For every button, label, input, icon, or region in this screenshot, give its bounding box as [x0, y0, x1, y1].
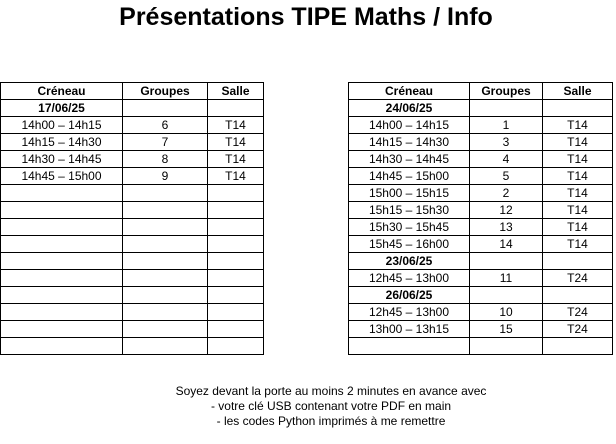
cell-groupe	[123, 236, 208, 253]
empty-row	[1, 304, 264, 321]
cell-salle	[208, 185, 264, 202]
cell-creneau	[1, 321, 123, 338]
table-row	[349, 202, 613, 219]
cell-groupe: 15	[470, 321, 543, 338]
cell-creneau: 14h45 – 15h00	[1, 168, 123, 185]
cell-creneau: 14h00 – 14h15	[1, 117, 123, 134]
cell-groupe: 7	[123, 134, 208, 151]
cell-groupe: 9	[123, 168, 208, 185]
cell-groupe: 11	[470, 270, 543, 287]
header-creneau: Créneau	[349, 83, 470, 100]
cell-creneau: 14h30 – 14h45	[1, 151, 123, 168]
date-row	[349, 100, 613, 117]
schedule-table-right	[348, 82, 613, 355]
cell-salle: T14	[208, 151, 264, 168]
date-row	[349, 253, 613, 270]
cell-salle	[543, 253, 613, 270]
cell-salle	[208, 270, 264, 287]
cell-groupe	[123, 304, 208, 321]
cell-groupe	[123, 270, 208, 287]
table-row	[349, 185, 613, 202]
cell-groupe	[123, 338, 208, 355]
cell-creneau	[1, 338, 123, 355]
cell-salle: T14	[543, 134, 613, 151]
cell-salle: T14	[543, 168, 613, 185]
table-row	[349, 304, 613, 321]
cell-creneau	[1, 287, 123, 304]
table-row	[349, 270, 613, 287]
cell-groupe: 3	[470, 134, 543, 151]
schedule-table-right-body	[349, 83, 613, 355]
cell-groupe: 12	[470, 202, 543, 219]
cell-creneau: 14h15 – 14h30	[349, 134, 470, 151]
cell-salle: T14	[543, 151, 613, 168]
table-row	[349, 168, 613, 185]
cell-creneau: 26/06/25	[349, 287, 470, 304]
table-row	[1, 151, 264, 168]
header-groupes: Groupes	[123, 83, 208, 100]
table-row	[349, 219, 613, 236]
cell-salle: T14	[543, 117, 613, 134]
cell-groupe: 4	[470, 151, 543, 168]
table-header-row	[1, 83, 264, 100]
cell-salle: T24	[543, 270, 613, 287]
cell-groupe	[470, 253, 543, 270]
cell-salle	[208, 287, 264, 304]
table-row	[349, 117, 613, 134]
cell-creneau	[1, 304, 123, 321]
cell-creneau: 15h30 – 15h45	[349, 219, 470, 236]
cell-salle: T14	[208, 168, 264, 185]
header-salle: Salle	[208, 83, 264, 100]
cell-creneau: 14h45 – 15h00	[349, 168, 470, 185]
cell-groupe: 5	[470, 168, 543, 185]
table-row	[1, 168, 264, 185]
cell-salle	[208, 202, 264, 219]
cell-creneau: 15h45 – 16h00	[349, 236, 470, 253]
cell-creneau: 15h00 – 15h15	[349, 185, 470, 202]
empty-row	[1, 287, 264, 304]
table-row	[1, 134, 264, 151]
cell-groupe	[123, 219, 208, 236]
cell-groupe	[123, 287, 208, 304]
empty-row	[1, 270, 264, 287]
empty-row	[1, 185, 264, 202]
cell-creneau	[1, 219, 123, 236]
empty-row	[1, 253, 264, 270]
cell-salle	[208, 236, 264, 253]
header-salle: Salle	[543, 83, 613, 100]
cell-salle	[208, 321, 264, 338]
empty-row	[1, 321, 264, 338]
cell-creneau	[1, 270, 123, 287]
cell-creneau: 15h15 – 15h30	[349, 202, 470, 219]
instructions-note	[0, 384, 616, 429]
schedule-table-left-body	[1, 83, 264, 355]
instructions-line: - votre clé USB contenant votre PDF en main	[210, 399, 452, 413]
cell-salle	[208, 253, 264, 270]
cell-groupe	[470, 338, 543, 355]
cell-salle	[543, 287, 613, 304]
table-row	[1, 117, 264, 134]
cell-salle	[208, 304, 264, 321]
cell-salle: T14	[543, 202, 613, 219]
cell-creneau: 17/06/25	[1, 100, 123, 117]
date-row	[349, 287, 613, 304]
cell-creneau: 14h15 – 14h30	[1, 134, 123, 151]
empty-row	[1, 236, 264, 253]
cell-groupe	[123, 100, 208, 117]
cell-salle: T14	[543, 236, 613, 253]
cell-salle: T14	[543, 185, 613, 202]
empty-row	[1, 202, 264, 219]
cell-salle: T14	[208, 134, 264, 151]
cell-creneau: 23/06/25	[349, 253, 470, 270]
cell-creneau: 13h00 – 13h15	[349, 321, 470, 338]
table-header-row	[349, 83, 613, 100]
cell-creneau: 24/06/25	[349, 100, 470, 117]
cell-groupe: 10	[470, 304, 543, 321]
cell-groupe: 8	[123, 151, 208, 168]
cell-groupe: 1	[470, 117, 543, 134]
cell-groupe: 14	[470, 236, 543, 253]
table-row	[349, 134, 613, 151]
cell-salle	[208, 338, 264, 355]
cell-creneau	[1, 202, 123, 219]
cell-groupe: 6	[123, 117, 208, 134]
instructions-line: Soyez devant la porte au moins 2 minutes en avance avec	[175, 384, 487, 398]
cell-salle	[208, 219, 264, 236]
empty-row	[1, 338, 264, 355]
cell-groupe	[123, 321, 208, 338]
cell-creneau: 12h45 – 13h00	[349, 304, 470, 321]
page-title: Présentations TIPE Maths / Info	[119, 3, 493, 31]
cell-groupe	[123, 253, 208, 270]
cell-groupe	[123, 202, 208, 219]
cell-salle: T24	[543, 304, 613, 321]
cell-creneau	[1, 185, 123, 202]
cell-creneau	[349, 338, 470, 355]
cell-creneau: 12h45 – 13h00	[349, 270, 470, 287]
cell-creneau	[1, 236, 123, 253]
cell-groupe	[470, 100, 543, 117]
header-groupes: Groupes	[470, 83, 543, 100]
cell-creneau	[1, 253, 123, 270]
cell-salle	[543, 338, 613, 355]
table-row	[349, 151, 613, 168]
cell-salle	[543, 100, 613, 117]
instructions-line: - les codes Python imprimés à me remettre	[216, 414, 446, 428]
cell-creneau: 14h00 – 14h15	[349, 117, 470, 134]
empty-row	[349, 338, 613, 355]
cell-groupe	[123, 185, 208, 202]
cell-groupe: 13	[470, 219, 543, 236]
header-creneau: Créneau	[1, 83, 123, 100]
cell-groupe	[470, 287, 543, 304]
cell-salle: T14	[543, 219, 613, 236]
cell-salle: T14	[208, 117, 264, 134]
cell-creneau: 14h30 – 14h45	[349, 151, 470, 168]
cell-salle: T24	[543, 321, 613, 338]
table-row	[349, 236, 613, 253]
empty-row	[1, 219, 264, 236]
cell-groupe: 2	[470, 185, 543, 202]
table-row	[349, 321, 613, 338]
date-row	[1, 100, 264, 117]
cell-salle	[208, 100, 264, 117]
schedule-table-left	[0, 82, 264, 355]
